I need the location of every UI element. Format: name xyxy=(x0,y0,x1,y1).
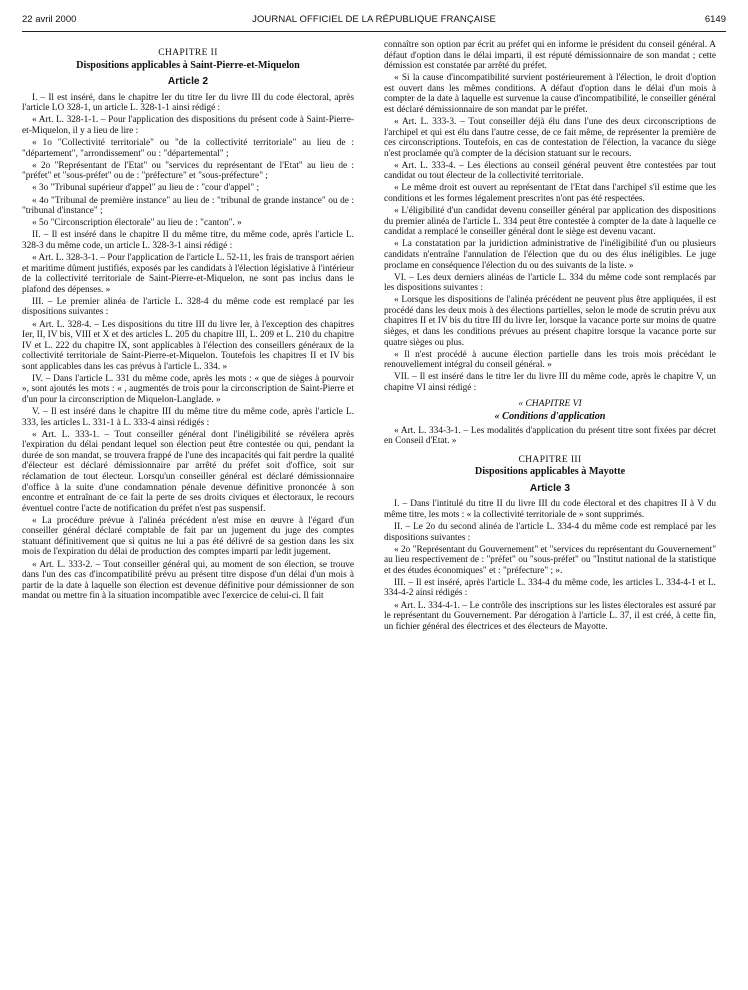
paragraph: VI. – Les deux derniers alinéas de l'article L. 334 du même code sont remplacés par les dispositions suivantes : xyxy=(384,272,716,294)
paragraph: « Art. L. 328-4. – Les dispositions du titre III du livre Ier, à l'exception des chapitres Ier, II, IV bis, VIII et X et des articles L. 205 du chapitre III, L. 209 et L. 210 du chapitre IV et L. 222 du chapitre IX, sont applicables à l'élection des conseillers généraux de la collectivité territoriale de Saint-Pierre-et-Miquelon. Toutefois les chapitres II et IV bis sont applicables dans les cas prévus à l'article L. 334. » xyxy=(22,319,354,372)
paragraph: « Art. L. 328-1-1. – Pour l'application des dispositions du présent code à Saint-Pierre-et-Miquelon, il y a lieu de lire : xyxy=(22,115,354,136)
section-title-quoted: « Conditions d'application xyxy=(494,410,606,422)
paragraph: « Art. L. 333-1. – Tout conseiller général dont l'inéligibilité se révélera après l'expiration du délai pendant lequel son élection peut être contestée ou qui, pendant la durée de son mandat, se trouvera frappé de l'une des incapacités qui fait perdre la qualité d'électeur est déclaré démissionnaire par arrêté du préfet soit d'office, soit sur réclamation de tout électeur. Lorsqu'un conseiller général est déclaré démissionnaire d'office à la suite d'une condamnation pénale devenue définitive prononcée à son encontre et entraînant de ce fait la perte de ses droits civiques et électoraux, le recours éventuel contre l'acte de notification du préfet n'est pas suspensif. xyxy=(22,429,354,514)
paragraph: « Lorsque les dispositions de l'alinéa précédent ne peuvent plus être appliquées, il est procédé dans les deux mois à des élections partielles, selon le mode de scrutin prévu aux chapitres II et IV bis du titre III du livre Ier, lorsque la vacance porte sur moins de quatre sièges, et dans les conditions prévues au présent chapitre lorsque la vacance porte sur quatre sièges ou plus. xyxy=(384,295,716,348)
header-rule xyxy=(22,31,726,32)
paragraph: « Art. L. 334-4-1. – Le contrôle des inscriptions sur les listes électorales est assuré par le représentant du Gouvernement. Par dérogation à l'article L. 37, il est créé, à cette fin, un fichier général des électrices et des électeurs de Mayotte. xyxy=(384,600,716,632)
chapter-heading-quoted: « CHAPITRE VI xyxy=(518,399,582,410)
paragraph: « Art. L. 333-2. – Tout conseiller général qui, au moment de son élection, se trouve dans l'un des cas d'incompatibilité prévu au présent titre dispose d'un délai d'un mois à partir de la date à laquelle son élection est devenue définitive pour démissionner de son mandat ou mettre fin à la situation incompatible avec l'exercice de celui-ci. Il fait xyxy=(22,559,354,602)
paragraph: « 2o "Représentant du Gouvernement" et "services du représentant du Gouvernement" au lieu respectivement de : "préfet" ou "sous-préfet" ou "Institut national de la statistique et des études économiques" et : "préfecture" ; ». xyxy=(384,544,716,576)
paragraph: « Si la cause d'incompatibilité survient postérieurement à l'élection, le droit d'option est ouvert dans les mêmes conditions. A défaut d'option dans le délai d'un mois à compter de la date à laquelle est survenue la cause d'incompatibilité, le conseiller général est déclaré démissionnaire de son mandat par le préfet. xyxy=(384,73,716,115)
paragraph: IV. – Dans l'article L. 331 du même code, après les mots : « que de sièges à pourvoir », sont ajoutés les mots : « , augmentés de trois pour la circonscription de Saint-Pierre et d'un pour la circonscription de Miquelon-Langlade. » xyxy=(22,373,354,405)
paragraph: « L'éligibilité d'un candidat devenu conseiller général par application des dispositions du premier alinéa de l'article L. 334 peut être contestée à compter de la date à laquelle ce candidat a remplacé le conseiller général dont le siège est devenu vacant. xyxy=(384,206,716,238)
paragraph: « 3o "Tribunal supérieur d'appel" au lieu de : "cour d'appel" ; xyxy=(32,183,260,194)
paragraph: « Le même droit est ouvert au représentant de l'Etat dans l'archipel s'il estime que les conditions et les formes légalement prescrites n'ont pas été respectées. xyxy=(384,183,716,205)
journal-title: JOURNAL OFFICIEL DE LA RÉPUBLIQUE FRANÇAISE xyxy=(252,14,496,25)
paragraph: VII. – Il est inséré dans le titre Ier du livre III du même code, après le chapitre V, un chapitre VI ainsi rédigé : xyxy=(384,372,716,393)
paragraph: II. – Le 2o du second alinéa de l'article L. 334-4 du même code est remplacé par les dispositions suivantes : xyxy=(384,521,716,543)
paragraph: « Art. L. 333-4. – Les élections au conseil général peuvent être contestées par tout candidat ou tout électeur de la collectivité territoriale. xyxy=(384,160,716,182)
paragraph: I. – Dans l'intitulé du titre II du livre III du code électoral et des chapitres II à V du même titre, les mots : « la collectivité territoriale de » sont supprimés. xyxy=(384,499,716,520)
paragraph: III. – Il est inséré, après l'article L. 334-4 du même code, les articles L. 334-4-1 et L. 334-4-2 ainsi rédigés : xyxy=(384,577,716,599)
right-column xyxy=(384,40,716,634)
paragraph: « Art. L. 334-3-1. – Les modalités d'application du présent titre sont fixées par décret en Conseil d'Etat. » xyxy=(384,425,716,447)
article-heading: Article 2 xyxy=(167,76,209,88)
paragraph: « Il n'est procédé à aucune élection partielle dans les trois mois précédant le renouvellement intégral du conseil général. » xyxy=(384,349,716,371)
paragraph: « La procédure prévue à l'alinéa précédent n'est mise en œuvre à l'égard d'un conseiller général déclaré comptable de fait par un jugement du juge des comptes statuant définitivement que si quitus ne lui a pas été délivré de sa gestion dans les six mois de l'expiration du délai de production des comptes imparti par ledit jugement. xyxy=(22,515,354,558)
section-title: Dispositions applicables à Mayotte xyxy=(474,466,626,478)
chapter-heading: CHAPITRE II xyxy=(158,48,218,58)
publication-date: 22 avril 2000 xyxy=(22,14,77,25)
paragraph: « 1o "Collectivité territoriale" ou "de la collectivité territoriale" au lieu de : "département", "arrondissement" ou : "départemental" ; xyxy=(22,138,354,159)
page-number: 6149 xyxy=(704,14,726,25)
paragraph: I. – Il est inséré, dans le chapitre Ier du titre Ier du livre III du code électoral, après l'article LO 328-1, un article L. 328-1-1 ainsi rédigé : xyxy=(22,92,354,114)
paragraph: « La constatation par la juridiction administrative de l'inéligibilité d'un ou plusieurs candidats n'entraîne l'annulation de l'élection que du ou des élus inéligibles. Le juge proclame en conséquence l'élection du ou des suivants de la liste. » xyxy=(384,239,716,271)
paragraph-continued: connaître son option par écrit au préfet qui en informe le président du conseil général. A défaut d'option dans le délai imparti, il est réputé démissionnaire de son mandat ; cette démission est constatée par arrêté du préfet. xyxy=(384,40,716,72)
chapter-heading: CHAPITRE III xyxy=(518,454,582,465)
paragraph: « Art. L. 333-3. – Tout conseiller déjà élu dans l'une des deux circonscriptions de l'archipel et qui est élu dans l'autre cesse, de ce fait même, de représenter la première de ces circonscriptions. Toutefois, en cas de contestation de l'élection, la vacance du siège n'est proclamée qu'à compter de la décision statuant sur le recours. xyxy=(384,117,716,159)
section-title: Dispositions applicables à Saint-Pierre-et-Miquelon xyxy=(76,59,300,71)
paragraph: « 5o "Circonscription électorale" au lieu de : "canton". » xyxy=(32,218,242,229)
left-column xyxy=(22,40,354,603)
paragraph: III. – Le premier alinéa de l'article L. 328-4 du même code est remplacé par les dispositions suivantes : xyxy=(22,296,354,318)
paragraph: II. – Il est inséré dans le chapitre II du même titre, du même code, après l'article L. 328-3 du même code, un article L. 328-3-1 ainsi rédigé : xyxy=(22,230,354,251)
paragraph: V. – Il est inséré dans le chapitre III du même titre du même code, après l'article L. 333, les articles L. 331-1 à L. 333-4 ainsi rédigés : xyxy=(22,407,354,428)
article-heading: Article 3 xyxy=(529,482,571,494)
paragraph: « Art. L. 328-3-1. – Pour l'application de l'article L. 52-11, les frais de transport aérien et maritime dûment justifiés, exposés par les candidats à l'élection législative à l'intérieur de la collectivité territoriale de Saint-Pierre-et-Miquelon, ne sont pas inclus dans le plafond des dépenses. » xyxy=(22,253,354,295)
page-header xyxy=(22,14,726,28)
paragraph: « 4o "Tribunal de première instance" au lieu de : "tribunal de grande instance" ou de : "tribunal d'instance" ; xyxy=(22,195,354,217)
paragraph: « 2o "Représentant de l'Etat" ou "services du représentant de l'Etat" au lieu de : "préfet" et "sous-préfet" ou de : "préfecture" et "sous-préfecture" ; xyxy=(22,160,354,182)
